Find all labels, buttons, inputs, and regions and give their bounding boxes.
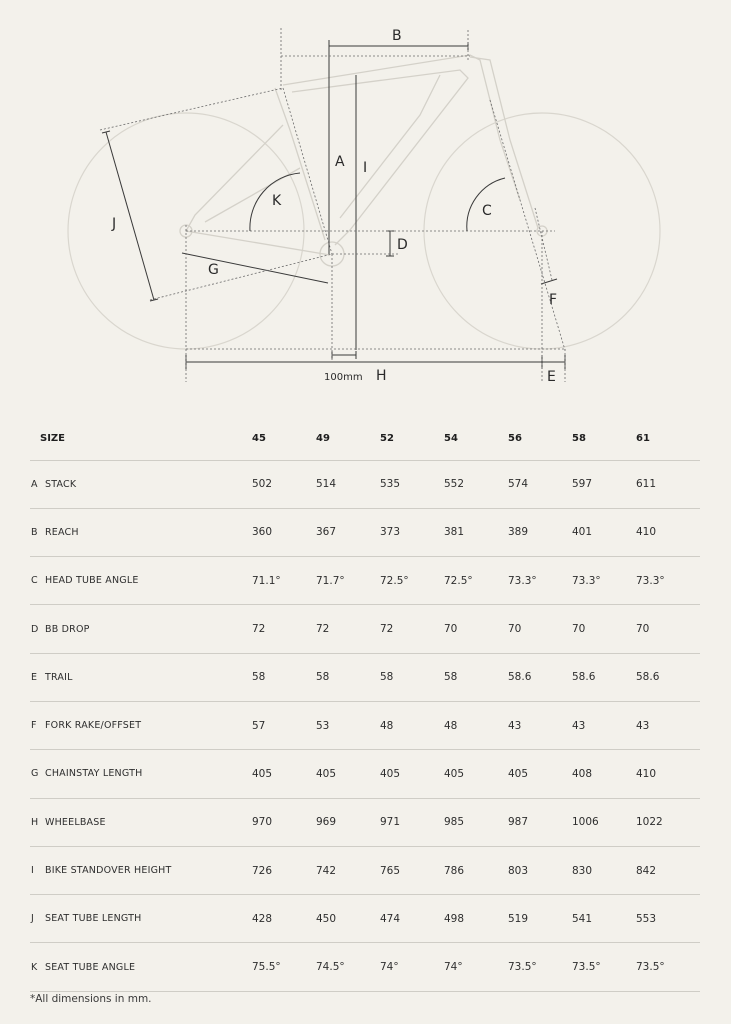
table-cell: 73.5°: [636, 943, 700, 991]
table-cell: 842: [636, 846, 700, 894]
table-cell: 48: [444, 701, 508, 749]
table-cell: 70: [572, 605, 636, 653]
row-name: TRAIL: [45, 671, 73, 683]
row-label: [30, 943, 252, 991]
table-cell: 74°: [380, 943, 444, 991]
row-name: BB DROP: [45, 623, 90, 635]
table-cell: 72: [252, 605, 316, 653]
size-col-header: 61: [636, 418, 700, 460]
table-cell: 72: [316, 605, 380, 653]
table-cell: 1006: [572, 798, 636, 846]
table-cell: 73.5°: [508, 943, 572, 991]
table-cell: 498: [444, 895, 508, 943]
table-cell: 410: [636, 750, 700, 798]
table-cell: 726: [252, 846, 316, 894]
label-j: J: [112, 216, 117, 232]
table-cell: 73.3°: [572, 557, 636, 605]
size-col-header: 58: [572, 418, 636, 460]
table-cell: 389: [508, 508, 572, 556]
table-cell: 360: [252, 508, 316, 556]
bike-geometry-diagram: [0, 0, 731, 400]
table-cell: 74°: [444, 943, 508, 991]
table-cell: 742: [316, 846, 380, 894]
size-header: SIZE: [30, 418, 252, 460]
table-cell: 72: [380, 605, 444, 653]
table-cell: 58.6: [572, 653, 636, 701]
size-col-header: 45: [252, 418, 316, 460]
table-cell: 405: [380, 750, 444, 798]
row-name: WHEELBASE: [45, 816, 106, 828]
row-label: [30, 605, 252, 653]
table-row: [30, 895, 700, 943]
label-b: B: [392, 28, 402, 44]
table-cell: 552: [444, 460, 508, 508]
label-c: C: [482, 203, 492, 219]
label-e: E: [547, 369, 556, 385]
table-row: [30, 508, 700, 556]
row-label: [30, 798, 252, 846]
table-cell: 72.5°: [380, 557, 444, 605]
row-letter: G: [31, 768, 39, 780]
row-letter: F: [31, 720, 37, 732]
table-cell: 71.1°: [252, 557, 316, 605]
row-letter: J: [31, 913, 35, 925]
row-name: FORK RAKE/OFFSET: [45, 720, 142, 732]
table-cell: 73.3°: [508, 557, 572, 605]
angle-arcs: [250, 173, 505, 231]
table-cell: 381: [444, 508, 508, 556]
dimension-lines: [102, 40, 565, 369]
row-name: REACH: [45, 526, 79, 538]
row-label: [30, 557, 252, 605]
table-cell: 75.5°: [252, 943, 316, 991]
table-cell: 43: [636, 701, 700, 749]
row-name: BIKE STANDOVER HEIGHT: [45, 865, 172, 877]
size-col-header: 56: [508, 418, 572, 460]
table-cell: 971: [380, 798, 444, 846]
table-cell: 53: [316, 701, 380, 749]
size-col-header: 52: [380, 418, 444, 460]
table-cell: 373: [380, 508, 444, 556]
geometry-table: [30, 418, 700, 992]
table-cell: 401: [572, 508, 636, 556]
label-f: F: [549, 292, 558, 308]
label-h: H: [376, 368, 387, 384]
table-row: [30, 557, 700, 605]
row-name: HEAD TUBE ANGLE: [45, 575, 139, 587]
row-letter: A: [31, 478, 38, 490]
table-cell: 535: [380, 460, 444, 508]
row-label: [30, 653, 252, 701]
table-cell: 58.6: [636, 653, 700, 701]
row-letter: H: [31, 816, 39, 828]
table-cell: 58: [444, 653, 508, 701]
label-d: D: [397, 237, 408, 253]
row-label: [30, 846, 252, 894]
table-cell: 73.5°: [572, 943, 636, 991]
table-cell: 786: [444, 846, 508, 894]
table-cell: 74.5°: [316, 943, 380, 991]
table-cell: 597: [572, 460, 636, 508]
table-cell: 405: [508, 750, 572, 798]
row-letter: C: [31, 575, 38, 587]
table-cell: 611: [636, 460, 700, 508]
table-row: [30, 943, 700, 991]
table-cell: 765: [380, 846, 444, 894]
row-letter: B: [31, 526, 38, 538]
row-letter: D: [31, 623, 39, 635]
label-i: I: [363, 160, 368, 176]
table-cell: 450: [316, 895, 380, 943]
table-cell: 541: [572, 895, 636, 943]
table-cell: 70: [636, 605, 700, 653]
footnote: *All dimensions in mm.: [30, 993, 152, 1005]
table-cell: 428: [252, 895, 316, 943]
label-k: K: [272, 193, 282, 209]
table-cell: 474: [380, 895, 444, 943]
table-cell: 502: [252, 460, 316, 508]
table-row: [30, 653, 700, 701]
row-letter: K: [31, 961, 38, 973]
table-cell: 970: [252, 798, 316, 846]
table-cell: 405: [444, 750, 508, 798]
table-cell: 408: [572, 750, 636, 798]
row-name: SEAT TUBE ANGLE: [45, 961, 136, 973]
row-label: [30, 895, 252, 943]
row-label: [30, 460, 252, 508]
table-row: [30, 846, 700, 894]
table-row: [30, 460, 700, 508]
table-row: [30, 701, 700, 749]
row-label: [30, 508, 252, 556]
label-100mm: 100mm: [324, 372, 363, 383]
table-cell: 58.6: [508, 653, 572, 701]
table-cell: 985: [444, 798, 508, 846]
table-cell: 514: [316, 460, 380, 508]
table-cell: 57: [252, 701, 316, 749]
table-cell: 72.5°: [444, 557, 508, 605]
size-col-header: 54: [444, 418, 508, 460]
table-cell: 70: [508, 605, 572, 653]
table-cell: 70: [444, 605, 508, 653]
table-cell: 410: [636, 508, 700, 556]
table-cell: 1022: [636, 798, 700, 846]
table-header-row: [30, 418, 700, 460]
row-letter: E: [31, 671, 38, 683]
table-cell: 43: [508, 701, 572, 749]
row-name: SEAT TUBE LENGTH: [45, 913, 142, 925]
table-cell: 969: [316, 798, 380, 846]
size-col-header: 49: [316, 418, 380, 460]
table-cell: 987: [508, 798, 572, 846]
table-cell: 48: [380, 701, 444, 749]
row-label: [30, 701, 252, 749]
table-row: [30, 798, 700, 846]
table-cell: 574: [508, 460, 572, 508]
table-cell: 43: [572, 701, 636, 749]
row-name: CHAINSTAY LENGTH: [45, 768, 143, 780]
table-cell: 803: [508, 846, 572, 894]
row-name: STACK: [45, 478, 77, 490]
table-cell: 830: [572, 846, 636, 894]
row-label: [30, 750, 252, 798]
table-cell: 519: [508, 895, 572, 943]
table-row: [30, 750, 700, 798]
label-g: G: [208, 262, 219, 278]
table-cell: 405: [316, 750, 380, 798]
label-a: A: [335, 154, 345, 170]
table-cell: 553: [636, 895, 700, 943]
table-cell: 405: [252, 750, 316, 798]
table-cell: 71.7°: [316, 557, 380, 605]
table-cell: 58: [380, 653, 444, 701]
table-cell: 73.3°: [636, 557, 700, 605]
table-cell: 367: [316, 508, 380, 556]
table-body: [30, 460, 700, 991]
table-cell: 58: [316, 653, 380, 701]
row-letter: I: [31, 865, 35, 877]
table-cell: 58: [252, 653, 316, 701]
table-row: [30, 605, 700, 653]
